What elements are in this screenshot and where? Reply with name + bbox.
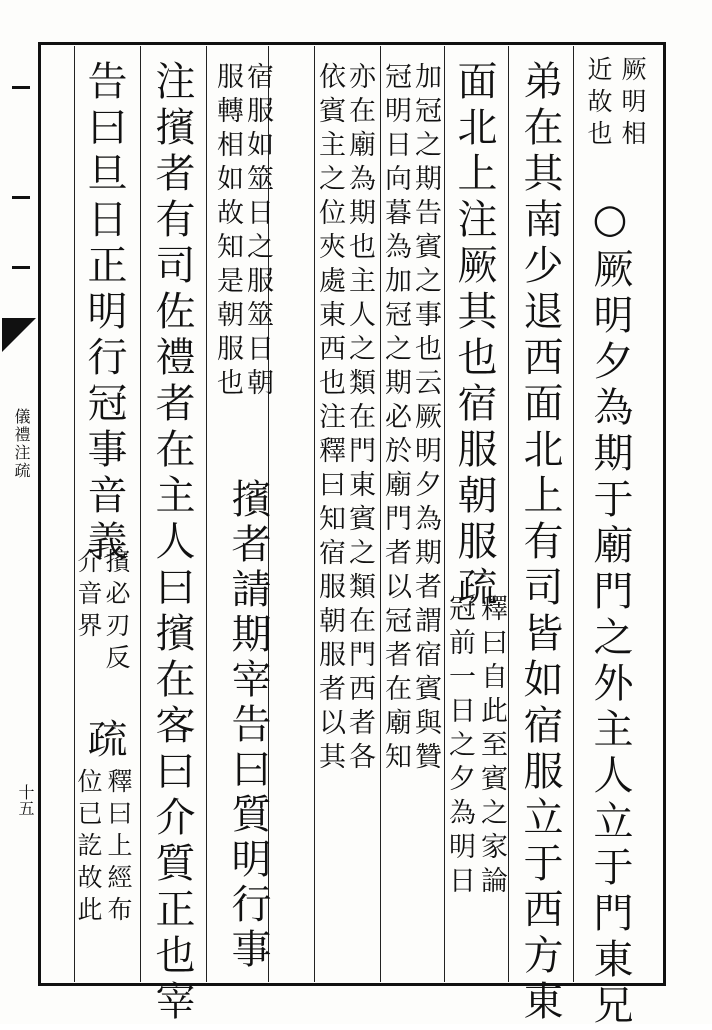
margin-mark (12, 266, 30, 269)
commentary-line: 服轉相如故知是朝服也 (212, 62, 243, 402)
commentary-line: 冠明日向暮為加冠之期必於廟門者以冠者在廟知 (380, 62, 411, 776)
column-rule (140, 46, 141, 982)
text-column-8-small-c (106, 768, 131, 928)
shu-label: 疏 (81, 718, 127, 764)
yinyi-line: 擯必刃反 (102, 548, 131, 676)
text-column-3-small-b (446, 594, 473, 900)
margin-mark (12, 86, 30, 89)
page-number: 十五 (16, 784, 35, 816)
shu-label: 疏 (451, 566, 497, 612)
text-column-7 (149, 60, 195, 1026)
main-text: 面北上注厥其也宿服朝服 (451, 60, 497, 566)
text-column-1 (620, 56, 645, 152)
main-text: 注擯者有司佐禮者在主人曰擯在客曰介質正也宰 (149, 60, 195, 1026)
main-text: ○厥明夕為期于廟門之外主人立于門東兄 (587, 196, 633, 1030)
text-column-5a (346, 62, 373, 776)
small-line: 厥明相 (618, 56, 647, 152)
fish-tail-mark (2, 318, 38, 354)
text-column-6a (244, 62, 271, 402)
commentary-line: 釋曰上經布 (104, 768, 133, 928)
text-column-8-small-a (104, 548, 129, 676)
text-column-3-small-a (478, 594, 505, 900)
column-rule (508, 46, 509, 982)
commentary-line: 宿服如筮日之服筮日朝 (242, 62, 273, 402)
yinyi-label: 音義 (81, 474, 127, 566)
main-text: 告曰旦日正明行冠事 (81, 60, 127, 474)
text-column-8-small-d (76, 768, 101, 928)
commentary-line: 釋曰自此至賓之家論 (476, 594, 507, 900)
commentary-line: 冠前一日之夕為明日 (444, 594, 475, 900)
text-column-6b (214, 62, 241, 402)
text-column-1b (586, 56, 611, 152)
column-rule (206, 46, 207, 982)
commentary-line: 亦在廟為期也主人之類在門東賓之類在門西者各 (344, 62, 375, 776)
column-rule (573, 46, 574, 982)
text-column-4b (382, 62, 409, 776)
commentary-line: 加冠之期告賓之事也云厥明夕為期者謂宿賓與贊 (410, 62, 441, 776)
text-column-6-main (225, 478, 271, 973)
yinyi-line: 介音界 (74, 548, 103, 644)
text-column-8-shu (81, 718, 127, 764)
small-line: 近故也 (584, 56, 613, 152)
margin-mark (12, 196, 30, 199)
book-title: 儀禮注疏 (12, 408, 31, 480)
text-column-3 (451, 60, 497, 612)
text-column-1-main (587, 196, 633, 1030)
main-text: 弟在其南少退西面北上有司皆如宿服立于西方東 (517, 60, 563, 1026)
text-column-5b (316, 62, 343, 776)
main-text: 擯者請期宰告曰質明行事 (225, 478, 271, 973)
commentary-line: 依賓主之位夾處東西也注釋曰知宿服朝服者以其 (314, 62, 345, 776)
text-column-8 (81, 60, 127, 566)
text-column-4a (412, 62, 439, 776)
commentary-line: 位已訖故此 (74, 768, 103, 928)
text-column-8-small-b (76, 548, 101, 644)
fold-margin (4, 46, 38, 982)
text-column-2 (517, 60, 563, 1026)
